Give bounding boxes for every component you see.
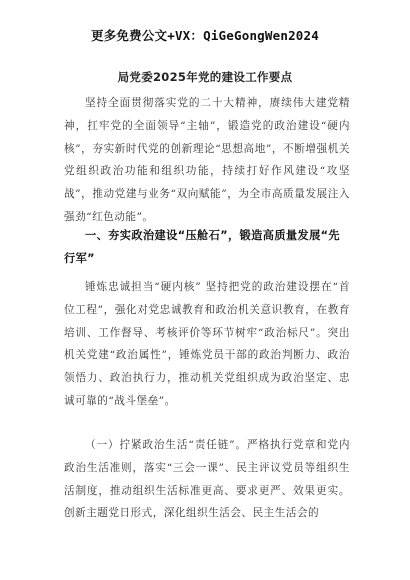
intro-paragraph: 坚持全面贯彻落实党的二十大精神，赓续伟大建党精神，扛牢党的全面领导“主轴”，锻造党的政治建设“硬内核”，夯实新时代党的创新理论“思想高地”，不断增强机关党组织政治功能和组织功能，持续打好作风建设“攻坚战”，推动党建与业务“双向赋能”，为全市高质量发展注入强劲“红色动能”。 [64,97,350,223]
promo-header-note: 更多免费公文+VX：QiGeGongWen2024 [91,28,319,43]
section-heading-1: 一、夯实政治建设“压舱石”，锻造高质量发展“先行军” [64,229,341,265]
subsection-1-paragraph: （一）拧紧政治生活“责任链”。严格执行党章和党内政治生活准则，落实“三会一课”、民主评议党员等组织生活制度，推动组织生活标准更高、要求更严、效果更实。创新主题党日形式，深化组织生活会、民主生活会的 [64,439,350,520]
document-title: 局党委2025年党的建设工作要点 [117,70,293,84]
section-1-paragraph: 锤炼忠诚担当“硬内核” 坚持把党的政治建设摆在“首位工程”，强化对党忠诚教育和政治机关意识教育，在教育培训、工作督导、考核评价等环节树牢“政治标尺”。突出机关党建“政治属性”，锤炼党员干部的政治判断力、政治领悟力、政治执行力，推动机关党组织成为政治坚定、忠诚可靠的“战斗堡垒”。 [64,281,350,407]
